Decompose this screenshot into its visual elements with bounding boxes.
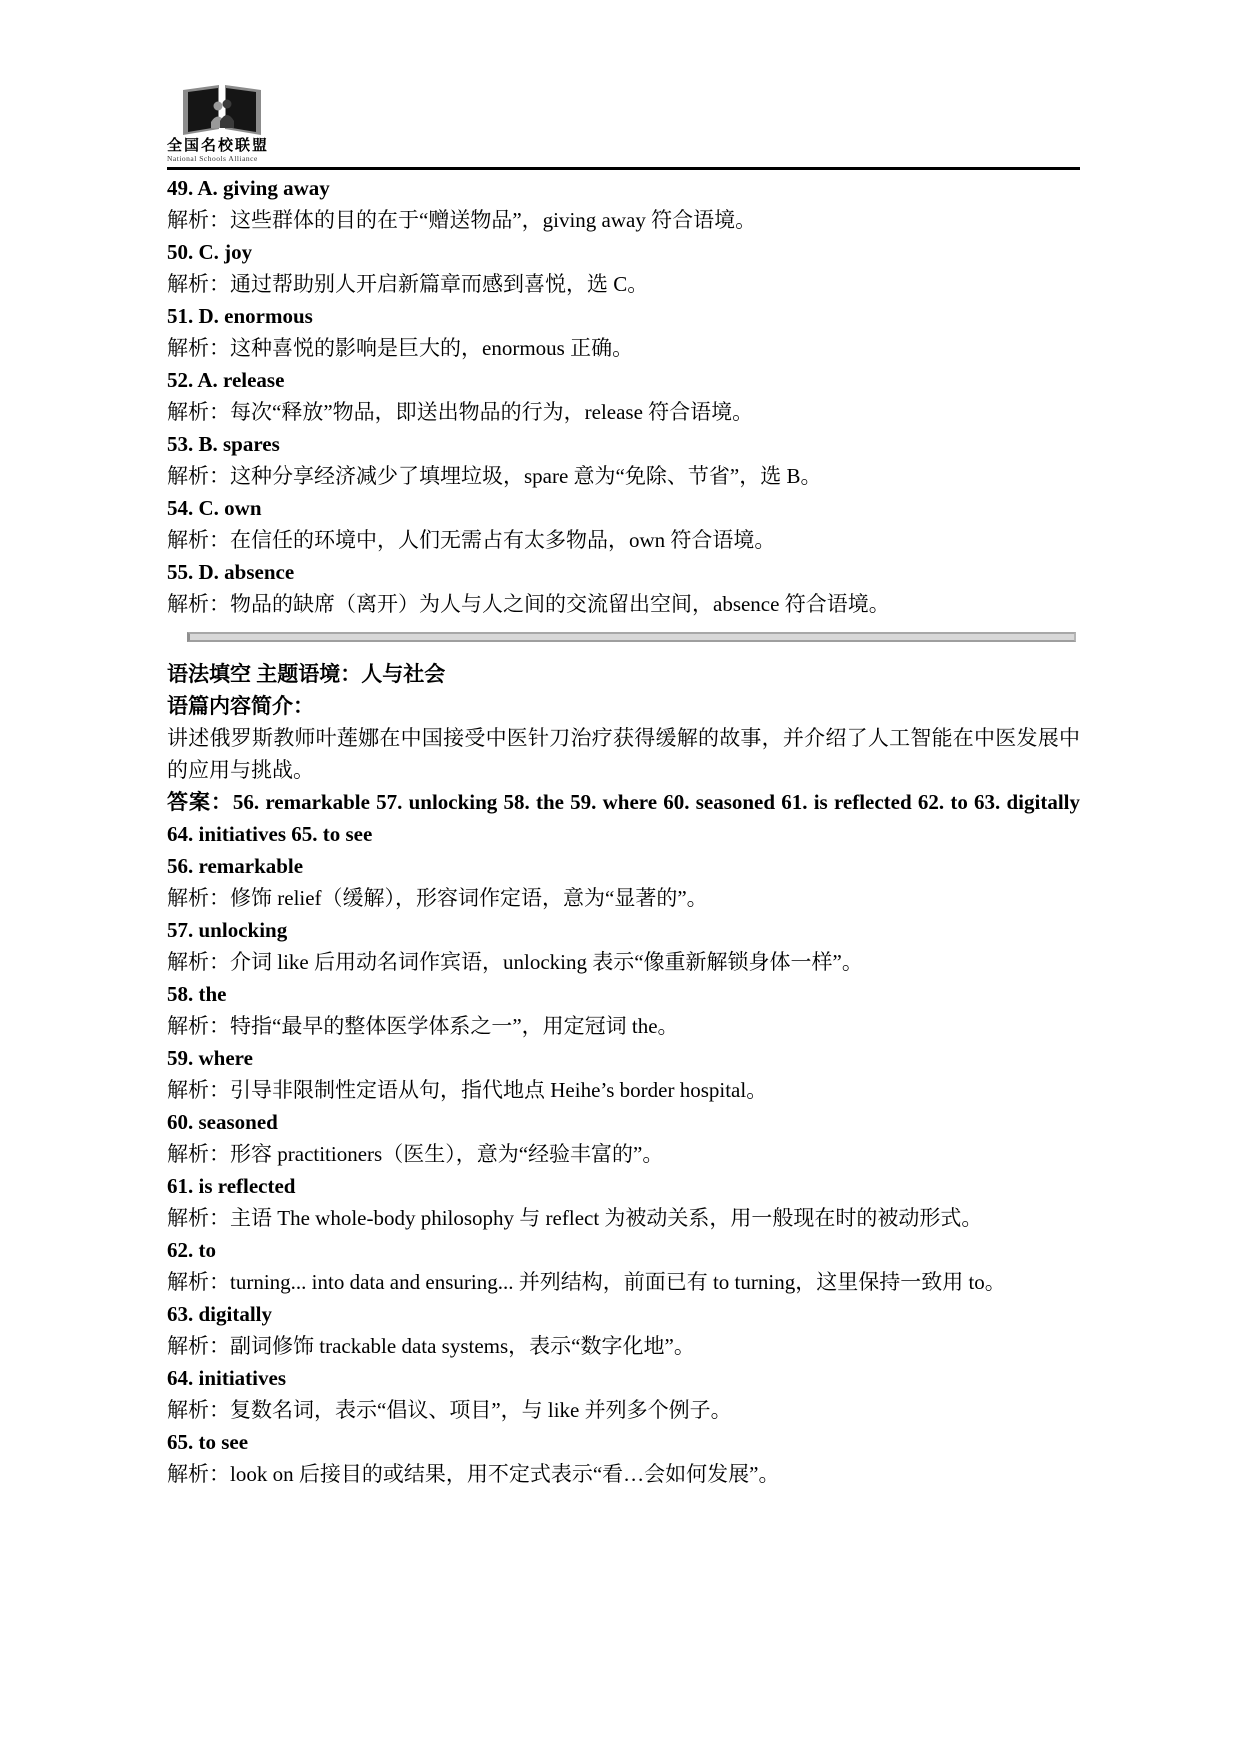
grammar-answer-56: 56. remarkable — [167, 854, 304, 878]
grammar-explanation-58: 解析：特指“最早的整体医学体系之一”，用定冠词 the。 — [167, 1014, 679, 1038]
cloze-explanation-54: 解析：在信任的环境中，人们无需占有太多物品，own 符合语境。 — [167, 528, 776, 552]
grammar-answer-57: 57. unlocking — [167, 918, 288, 942]
grammar-explanation-65: 解析：look on 后接目的或结果，用不定式表示“看…会如何发展”。 — [167, 1462, 780, 1486]
answers-text: 56. remarkable 57. unlocking 58. the 59. where 60. seasoned 61. is reflected 62. to 63. digitally 64. initiatives 65. to see — [167, 790, 1081, 846]
cloze-explanation-50: 解析：通过帮助别人开启新篇章而感到喜悦，选 C。 — [167, 272, 649, 296]
grammar-explanation-59: 解析：引导非限制性定语从句，指代地点 Heihe’s border hospital。 — [167, 1078, 768, 1102]
page-header — [167, 0, 1080, 170]
answer-key-body — [167, 170, 1080, 1490]
grammar-explanation-62: 解析：turning... into data and ensuring... 并列结构，前面已有 to turning，这里保持一致用 to。 — [167, 1270, 1006, 1294]
grammar-explanation-60: 解析：形容 practitioners（医生），意为“经验丰富的”。 — [167, 1142, 664, 1166]
logo — [167, 84, 277, 163]
logo-english-text: National Schools Alliance — [167, 154, 258, 163]
cloze-explanation-51: 解析：这种喜悦的影响是巨大的，enormous 正确。 — [167, 336, 634, 360]
cloze-explanation-55: 解析：物品的缺席（离开）为人与人之间的交流留出空间，absence 符合语境。 — [167, 592, 890, 616]
cloze-answer-53: 53. B. spares — [167, 432, 280, 456]
answers-label: 答案： — [167, 790, 233, 814]
cloze-answer-52: 52. A. release — [167, 368, 285, 392]
grammar-answer-62: 62. to — [167, 1238, 216, 1262]
cloze-answer-51: 51. D. enormous — [167, 304, 313, 328]
grammar-answer-63: 63. digitally — [167, 1302, 273, 1326]
grammar-explanation-57: 解析：介词 like 后用动名词作宾语，unlocking 表示“像重新解锁身体一样”。 — [167, 950, 863, 974]
grammar-answer-60: 60. seasoned — [167, 1110, 278, 1134]
grammar-answer-64: 64. initiatives — [167, 1366, 286, 1390]
cloze-answer-55: 55. D. absence — [167, 560, 295, 584]
cloze-answer-49: 49. A. giving away — [167, 176, 330, 200]
intro-text: 讲述俄罗斯教师叶莲娜在中国接受中医针刀治疗获得缓解的故事，并介绍了人工智能在中医发展中的应用与挑战。 — [167, 726, 1080, 782]
answers-summary-line — [167, 786, 1080, 850]
logo-chinese-text: 全国名校联盟 — [167, 138, 270, 154]
grammar-answer-61: 61. is reflected — [167, 1174, 296, 1198]
grammar-explanation-64: 解析：复数名词，表示“倡议、项目”，与 like 并列多个例子。 — [167, 1398, 732, 1422]
grammar-explanation-63: 解析：副词修饰 trackable data systems，表示“数字化地”。 — [167, 1334, 695, 1358]
cloze-answer-54: 54. C. own — [167, 496, 262, 520]
cloze-explanation-52: 解析：每次“释放”物品，即送出物品的行为，release 符合语境。 — [167, 400, 754, 424]
grammar-answer-65: 65. to see — [167, 1430, 249, 1454]
cloze-answer-50: 50. C. joy — [167, 240, 253, 264]
section-divider — [187, 632, 1076, 642]
grammar-answer-59: 59. where — [167, 1046, 253, 1070]
section-heading: 语法填空 主题语境：人与社会 — [167, 662, 446, 686]
grammar-explanation-56: 解析：修饰 relief（缓解），形容词作定语，意为“显著的”。 — [167, 886, 708, 910]
intro-label: 语篇内容简介： — [167, 694, 314, 718]
grammar-explanation-61: 解析：主语 The whole-body philosophy 与 reflect 为被动关系，用一般现在时的被动形式。 — [167, 1206, 983, 1230]
grammar-answer-58: 58. the — [167, 982, 227, 1006]
cloze-explanation-49: 解析：这些群体的目的在于“赠送物品”，giving away 符合语境。 — [167, 208, 757, 232]
cloze-explanation-53: 解析：这种分享经济减少了填埋垃圾，spare 意为“免除、节省”，选 B。 — [167, 464, 822, 488]
open-book-logo-icon — [181, 84, 263, 136]
